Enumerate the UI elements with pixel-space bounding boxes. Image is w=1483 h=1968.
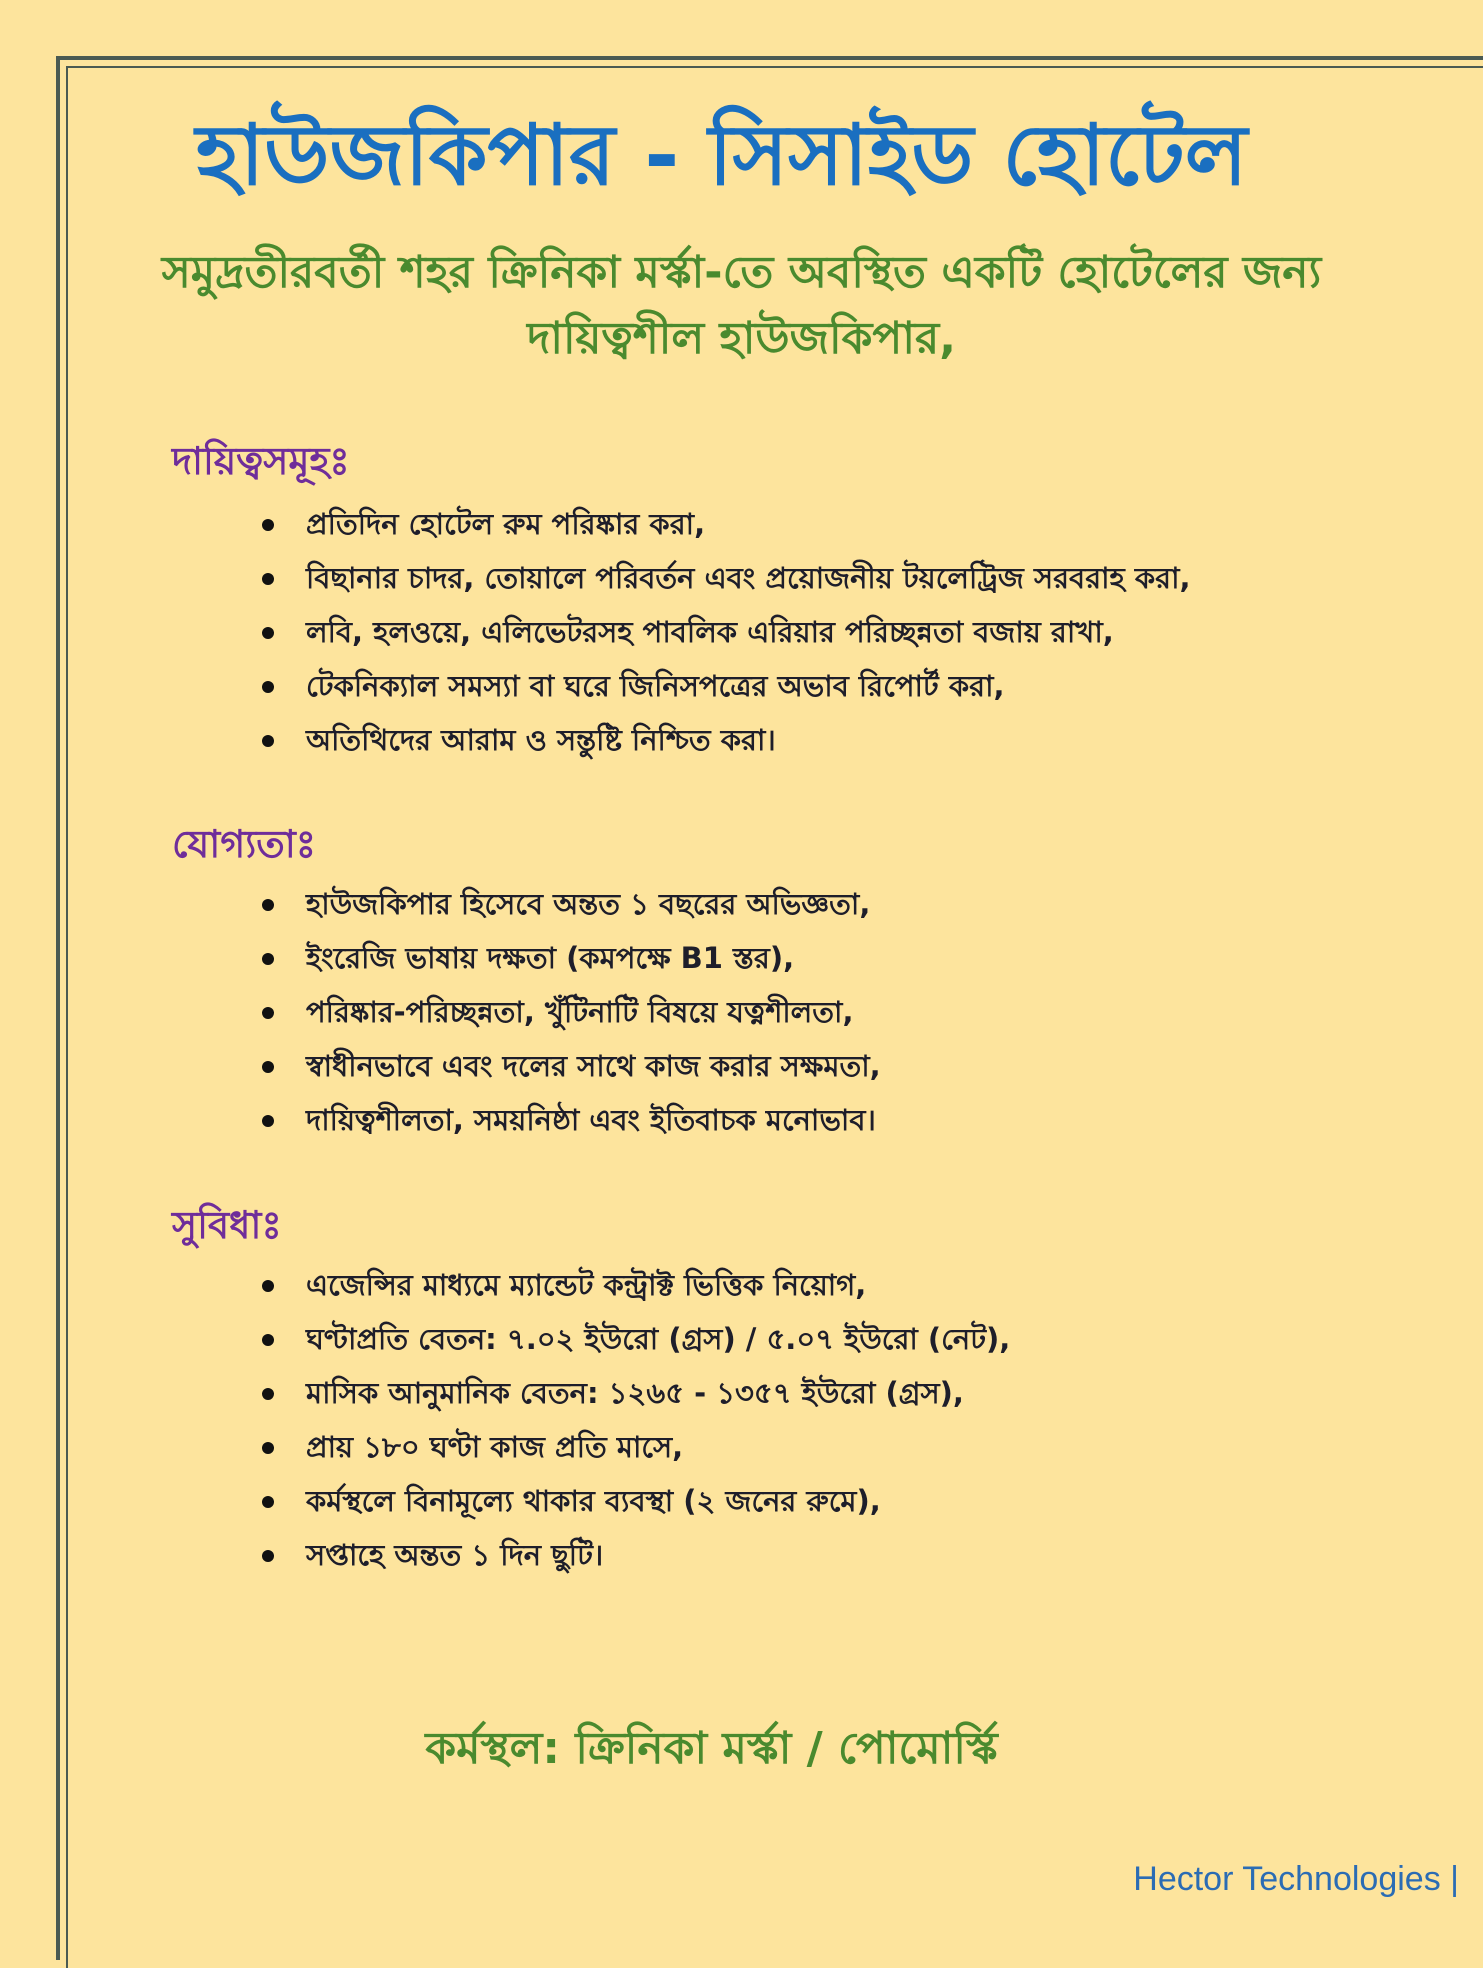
- list-item-text: এজেন্সির মাধ্যমে ম্যান্ডেট কন্ট্রাক্ট ভিত্তিক নিয়োগ,: [306, 1268, 867, 1302]
- list-item-text: ঘণ্টাপ্রতি বেতন: ৭.০২ ইউরো (গ্রস) / ৫.০৭ ইউরো (নেট),: [306, 1322, 1011, 1356]
- bullet-icon: [262, 1388, 274, 1400]
- list-item-text: পরিষ্কার-পরিচ্ছন্নতা, খুঁটিনাটি বিষয়ে যত্নশীলতা,: [306, 995, 854, 1029]
- list-item-text: দায়িত্বশীলতা, সময়নিষ্ঠা এবং ইতিবাচক মনোভাব।: [306, 1103, 876, 1137]
- list-item-text: অতিথিদের আরাম ও সন্তুষ্টি নিশ্চিত করা।: [306, 723, 776, 757]
- bullet-icon: [262, 627, 274, 639]
- bullet-icon: [262, 1334, 274, 1346]
- list-item-text: স্বাধীনভাবে এবং দলের সাথে কাজ করার সক্ষমতা,: [306, 1049, 881, 1083]
- list-item-text: ইংরেজি ভাষায় দক্ষতা (কমপক্ষে B1 স্তর),: [306, 941, 795, 975]
- bullet-icon: [262, 953, 274, 965]
- list-item: [258, 713, 1191, 767]
- qualifications-list: [258, 877, 881, 1147]
- bullet-icon: [262, 1496, 274, 1508]
- bullet-icon: [262, 681, 274, 693]
- responsibilities-list: [258, 497, 1191, 767]
- page-subtitle: সমুদ্রতীরবর্তী শহর ক্রিনিকা মর্স্কা-তে অবস্থিত একটি হোটেলের জন্য দায়িত্বশীল হাউজকিপার,: [161, 247, 1322, 364]
- list-item: [258, 1312, 1010, 1366]
- workplace-location: কর্মস্থল: ক্রিনিকা মর্স্কা / পোমোর্স্কি: [425, 1723, 998, 1774]
- list-item: [258, 1258, 1010, 1312]
- bullet-icon: [262, 519, 274, 531]
- list-item-text: বিছানার চাদর, তোয়ালে পরিবর্তন এবং প্রয়োজনীয় টয়লেট্রিজ সরবরাহ করা,: [306, 561, 1191, 595]
- list-item: [258, 1420, 1010, 1474]
- list-item-text: কর্মস্থলে বিনামূল্যে থাকার ব্যবস্থা (২ জনের রুমে),: [306, 1484, 881, 1518]
- list-item-text: লবি, হলওয়ে, এলিভেটরসহ পাবলিক এরিয়ার পরিচ্ছন্নতা বজায় রাখা,: [306, 615, 1114, 649]
- page-title: হাউজকিপার - সিসাইড হোটেল: [195, 106, 1248, 204]
- responsibilities-heading: দায়িত্বসমূহঃ: [172, 439, 350, 483]
- bullet-icon: [262, 1280, 274, 1292]
- benefits-heading: সুবিধাঃ: [172, 1203, 282, 1247]
- list-item-text: হাউজকিপার হিসেবে অন্তত ১ বছরের অভিজ্ঞতা,: [306, 887, 871, 921]
- list-item: [258, 1039, 881, 1093]
- list-item: [258, 931, 881, 985]
- list-item: [258, 1093, 881, 1147]
- list-item: [258, 551, 1191, 605]
- list-item-text: মাসিক আনুমানিক বেতন: ১২৬৫ - ১৩৫৭ ইউরো (গ্রস),: [306, 1376, 964, 1410]
- bullet-icon: [262, 1115, 274, 1127]
- list-item: [258, 497, 1191, 551]
- list-item: [258, 1474, 1010, 1528]
- benefits-list: [258, 1258, 1010, 1582]
- list-item: [258, 1366, 1010, 1420]
- bullet-icon: [262, 573, 274, 585]
- list-item-text: টেকনিক্যাল সমস্যা বা ঘরে জিনিসপত্রের অভাব রিপোর্ট করা,: [306, 669, 1005, 703]
- qualifications-heading: যোগ্যতাঃ: [172, 822, 317, 866]
- list-item: [258, 985, 881, 1039]
- list-item: [258, 605, 1191, 659]
- list-item-text: প্রায় ১৮০ ঘণ্টা কাজ প্রতি মাসে,: [306, 1430, 684, 1464]
- bullet-icon: [262, 1442, 274, 1454]
- brand-watermark: Hector Technologies |: [1133, 1860, 1459, 1898]
- bullet-icon: [262, 1061, 274, 1073]
- list-item: [258, 877, 881, 931]
- list-item-text: প্রতিদিন হোটেল রুম পরিষ্কার করা,: [306, 507, 706, 541]
- bullet-icon: [262, 735, 274, 747]
- list-item-text: সপ্তাহে অন্তত ১ দিন ছুটি।: [306, 1538, 604, 1572]
- list-item: [258, 1528, 1010, 1582]
- bullet-icon: [262, 899, 274, 911]
- list-item: [258, 659, 1191, 713]
- bullet-icon: [262, 1007, 274, 1019]
- bullet-icon: [262, 1550, 274, 1562]
